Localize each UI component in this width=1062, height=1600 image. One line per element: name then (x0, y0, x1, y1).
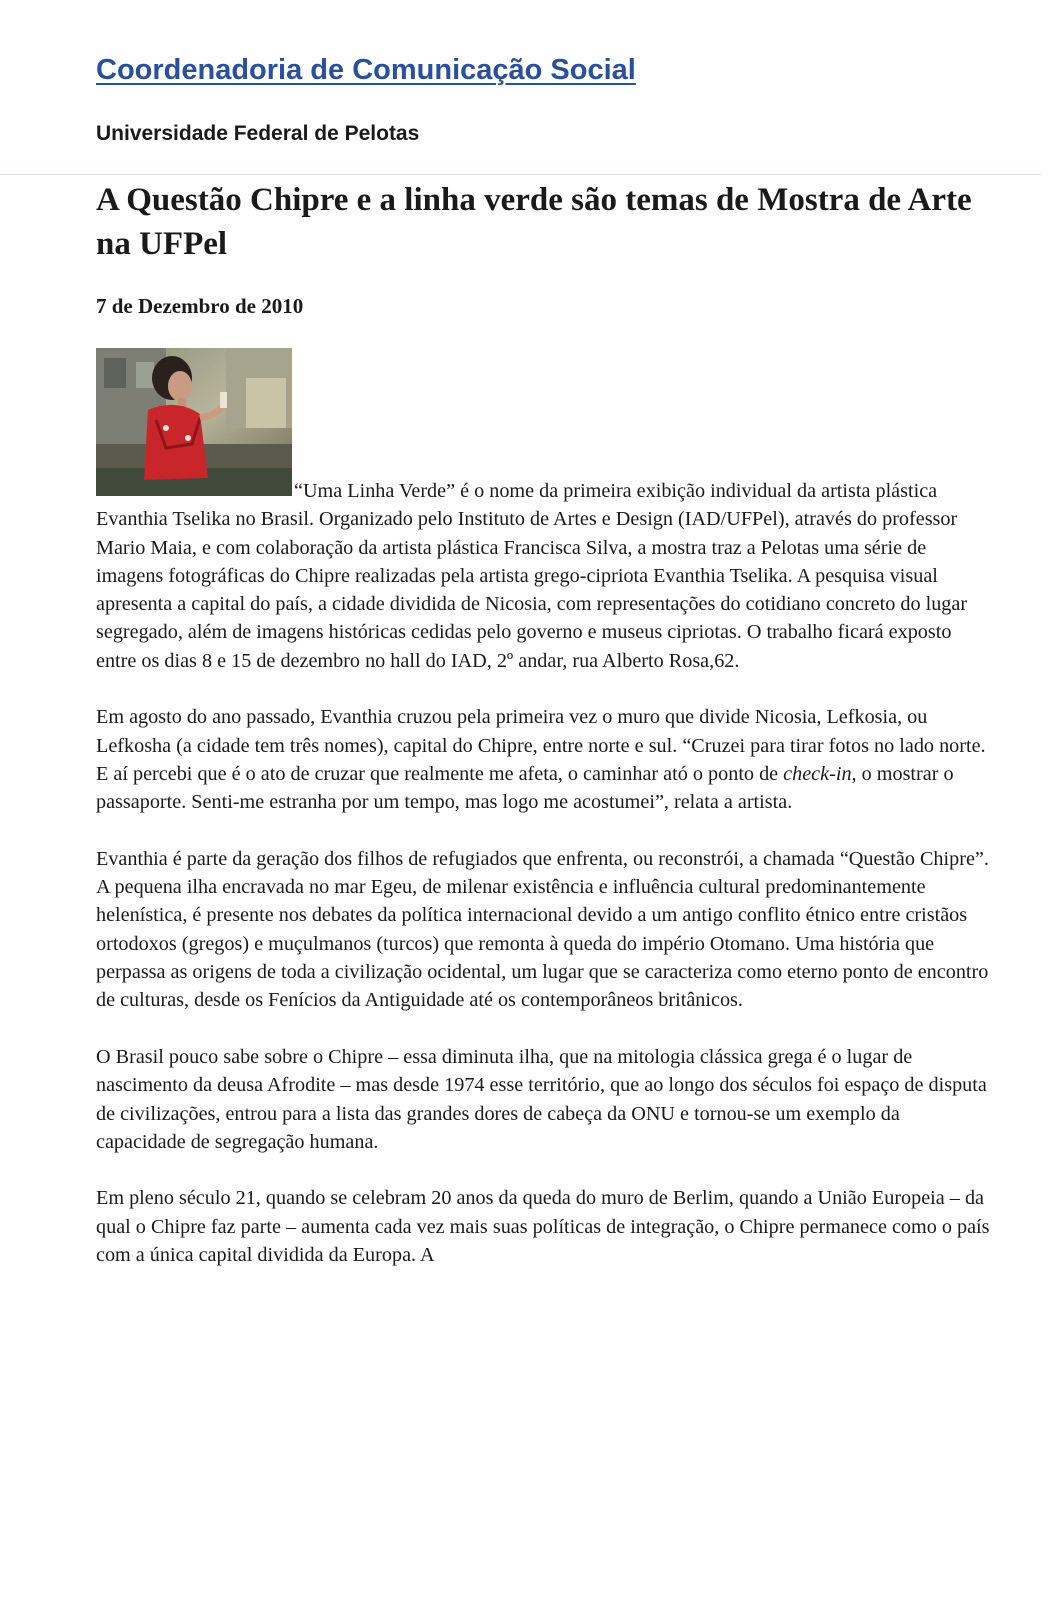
paragraph-3: Evanthia é parte da geração dos filhos de refugiados que enfrenta, ou reconstrói, a chamada “Questão Chipre”. A pequena ilha encravada no mar Egeu, de milenar existência e influência cultural predominantemente helenística, é presente nos debates da política internacional devido a um antigo conflito étnico entre cristãos ortodoxos (gregos) e muçulmanos (turcos) que remonta à queda do império Otomano. Uma história que perpassa as origens de toda a civilização ocidental, um lugar que se caracteriza como eterno ponto de encontro de culturas, desde os Fenícios da Antiguidade até os contemporâneos britânicos. (96, 847, 989, 1012)
article-date: 7 de Dezembro de 2010 (96, 294, 304, 318)
artist-photo (96, 348, 292, 496)
paragraph-2-italic-term: check-in, (783, 762, 857, 785)
paragraph-2-text-start: Em agosto do ano passado, Evanthia cruzou pela primeira vez o muro que divide Nicosia, Lefkosia, ou Lefkosha (a cidade tem três nomes), capital do Chipre, entre norte e sul. “Cruzei para tirar fotos no lado norte. E aí percebi que é o ato de cruzar que realmente me afeta, o caminhar ató o ponto de (96, 706, 986, 785)
org-title-link[interactable]: Coordenadoria de Comunicação Social (96, 54, 636, 86)
article-body (96, 348, 991, 1298)
header-divider (0, 174, 1042, 175)
paragraph-1-text: “Uma Linha Verde” é o nome da primeira exibição individual da artista plástica Evanthia Tselika no Brasil. Organizado pelo Instituto de Artes e Design (IAD/UFPel), através do professor Mario Maia, e com colaboração da artista plástica Francisca Silva, a mostra traz a Pelotas uma série de imagens fotográficas do Chipre realizadas pela artista grego-cipriota Evanthia Tselika. A pesquisa visual apresenta a capital do país, a cidade dividida de Nicosia, com representações do cotidiano concreto do lugar segregado, além de imagens históricas cedidas pelo governo e museus cipriotas. O trabalho ficará exposto entre os dias 8 e 15 de dezembro no hall do IAD, 2º andar, rua Alberto Rosa,62. (96, 480, 968, 672)
university-name: Universidade Federal de Pelotas (96, 122, 420, 145)
paragraph-5: Em pleno século 21, quando se celebram 20 anos da queda do muro de Berlim, quando a União Europeia – da qual o Chipre faz parte – aumenta cada vez mais suas políticas de integração, o Chipre permanece como o país com a única capital dividida da Europa. A (96, 1187, 990, 1267)
paragraph-4: O Brasil pouco sabe sobre o Chipre – essa diminuta ilha, que na mitologia clássica grega é o lugar de nascimento da deusa Afrodite – mas desde 1974 esse território, que ao longo dos séculos foi espaço de disputa de civilizações, entrou para a lista das grandes dores de cabeça da ONU e tornou-se um exemplo da capacidade de segregação humana. (96, 1045, 987, 1153)
paragraph-2-text-end: o mostrar o passaporte. Senti-me estranha por um tempo, mas logo me acostumei”, relata a artista. (96, 762, 954, 814)
article-title: A Questão Chipre e a linha verde são temas de Mostra de Arte na UFPel (96, 182, 972, 262)
paragraph-2 (96, 703, 991, 816)
